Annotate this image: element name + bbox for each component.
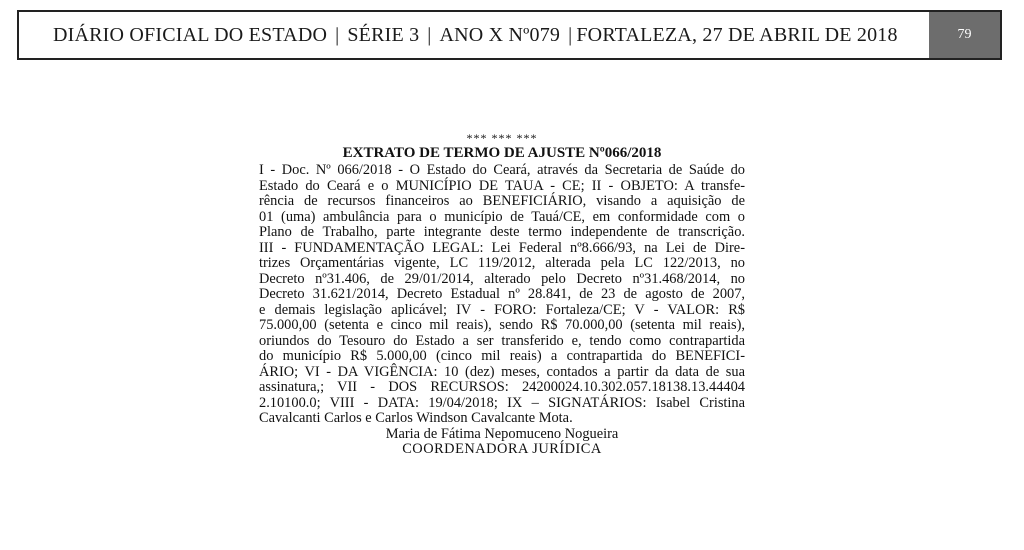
article-line: Decreto 31.621/2014, Decreto Estadual nº 28.841, de 23 de agosto de 2007, [259,286,745,302]
page-number: 79 [929,12,1000,58]
article-line: Estado do Ceará e o MUNICÍPIO DE TAUA - CE; II - OBJETO: A transfe- [259,177,745,194]
article-line: oriundos do Tesouro do Estado a ser transferido e, tendo como contrapartida [259,332,745,349]
article-line: 75.000,00 (setenta e cinco mil reais), sendo R$ 70.000,00 (setenta mil reais), [259,317,745,333]
series-label: SÉRIE 3 [347,23,420,46]
article-line: Decreto nº31.406, de 29/01/2014, alterado pelo Decreto nº31.468/2014, no [259,270,745,287]
article-title: EXTRATO DE TERMO DE AJUSTE Nº066/2018 [342,145,662,161]
article-line: Cavalcanti Carlos e Carlos Windson Cavalcante Mota. [259,410,573,426]
signatory-role: COORDENADORA JURÍDICA [402,441,602,457]
extract-article [259,131,745,458]
journal-name: DIÁRIO OFICIAL DO ESTADO [53,23,328,46]
issue-label: ANO X Nº079 [439,23,561,46]
header-separator: | [335,23,340,46]
article-line: e demais legislação aplicável; IV - FORO: Fortaleza/CE; V - VALOR: R$ [259,301,745,318]
article-line: trizes Orçamentárias vigente, LC 119/2012, alterada pela LC 122/2013, no [259,255,745,271]
page-header [17,10,1002,60]
article-line: do município R$ 5.000,00 (cinco mil reais) a contrapartida do BENEFICI- [259,348,745,364]
signatory-name: Maria de Fátima Nepomuceno Nogueira [385,425,619,442]
article-line: 01 (uma) ambulância para o município de Tauá/CE, em conformidade com o [259,208,745,225]
header-separator: | [427,23,432,46]
section-divider: *** *** *** [466,131,538,145]
header-title [19,12,929,58]
article-line: rência de recursos financeiros ao BENEFICIÁRIO, visando a aquisição de [259,193,745,209]
article-line: assinatura,; VII - DOS RECURSOS: 24200024.10.302.057.18138.13.44404 [259,379,745,395]
article-line: ÁRIO; VI - DA VIGÊNCIA: 10 (dez) meses, contados a partir da data de sua [259,363,745,380]
location-date: FORTALEZA, 27 DE ABRIL DE 2018 [576,23,898,46]
article-line: 2.10100.0; VIII - DATA: 19/04/2018; IX – SIGNATÁRIOS: Isabel Cristina [259,394,745,411]
header-separator: | [568,23,573,46]
article-line: I - Doc. Nº 066/2018 - O Estado do Ceará, através da Secretaria de Saúde do [259,162,745,178]
article-line: III - FUNDAMENTAÇÃO LEGAL: Lei Federal nº8.666/93, na Lei de Dire- [259,239,745,256]
article-line: Plano de Trabalho, parte integrante deste termo independente de transcrição. [259,224,745,240]
